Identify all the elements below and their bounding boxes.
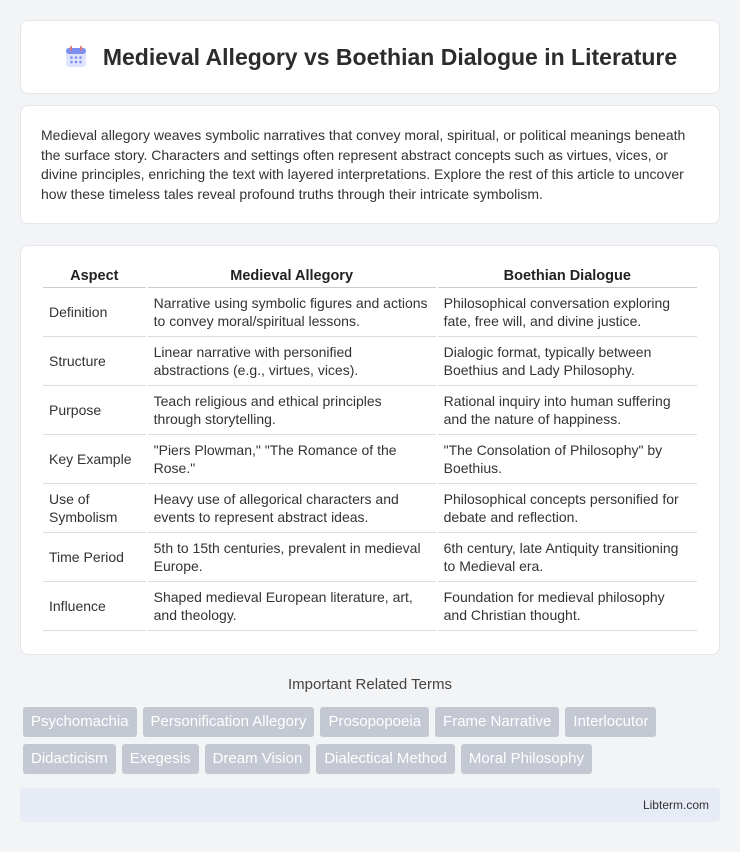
aspect-cell: Purpose (43, 386, 146, 435)
table-row (43, 435, 697, 484)
medieval-allegory-cell: 5th to 15th centuries, prevalent in medieval Europe. (148, 533, 436, 582)
boethian-dialogue-cell: Dialogic format, typically between Boethius and Lady Philosophy. (438, 337, 697, 386)
table-row (43, 533, 697, 582)
related-term-tag[interactable]: Psychomachia (23, 707, 137, 737)
related-term-tag[interactable]: Moral Philosophy (461, 744, 592, 774)
medieval-allegory-cell: Shaped medieval European literature, art, and theology. (148, 582, 436, 631)
aspect-cell: Key Example (43, 435, 146, 484)
medieval-allegory-cell: Teach religious and ethical principles through storytelling. (148, 386, 436, 435)
aspect-cell: Structure (43, 337, 146, 386)
comparison-table (41, 264, 699, 631)
boethian-dialogue-cell: Foundation for medieval philosophy and Christian thought. (438, 582, 697, 631)
comparison-table-card (20, 245, 720, 655)
related-term-tag[interactable]: Personification Allegory (143, 707, 315, 737)
footer-site: Libterm.com (642, 798, 709, 812)
related-terms-list (23, 707, 723, 774)
column-header: Boethian Dialogue (438, 264, 697, 288)
boethian-dialogue-cell: Rational inquiry into human suffering and the nature of happiness. (438, 386, 697, 435)
table-row (43, 288, 697, 337)
table-row (43, 337, 697, 386)
boethian-dialogue-cell: Philosophical conversation exploring fate, free will, and divine justice. (438, 288, 697, 337)
calendar-grid-icon (63, 44, 89, 70)
column-header: Medieval Allegory (148, 264, 436, 288)
aspect-cell: Use of Symbolism (43, 484, 146, 533)
related-term-tag[interactable]: Interlocutor (565, 707, 656, 737)
medieval-allegory-cell: Heavy use of allegorical characters and events to represent abstract ideas. (148, 484, 436, 533)
related-term-tag[interactable]: Exegesis (122, 744, 199, 774)
table-header-row (43, 264, 697, 288)
related-term-tag[interactable]: Didacticism (23, 744, 116, 774)
column-header: Aspect (43, 264, 146, 288)
related-terms-title: Important Related Terms (288, 676, 452, 693)
aspect-cell: Definition (43, 288, 146, 337)
related-term-tag[interactable]: Frame Narrative (435, 707, 559, 737)
related-term-tag[interactable]: Dream Vision (205, 744, 311, 774)
footer (20, 788, 720, 822)
aspect-cell: Influence (43, 582, 146, 631)
boethian-dialogue-cell: "The Consolation of Philosophy" by Boethius. (438, 435, 697, 484)
medieval-allegory-cell: "Piers Plowman," "The Romance of the Rose." (148, 435, 436, 484)
table-row (43, 582, 697, 631)
header-card (20, 20, 720, 94)
related-term-tag[interactable]: Dialectical Method (316, 744, 455, 774)
table-row (43, 386, 697, 435)
intro-text: Medieval allegory weaves symbolic narratives that convey moral, spiritual, or political meanings beneath the surface story. Characters and settings often represent abstract concepts such as virtues, vices, or divine principles, enriching the text with layered interpretations. Explore the rest of this article to uncover how these timeless tales reveal profound truths through their intricate symbolism. (41, 127, 686, 202)
intro-card (20, 105, 720, 224)
table-row (43, 484, 697, 533)
related-term-tag[interactable]: Prosopopoeia (320, 707, 429, 737)
medieval-allegory-cell: Narrative using symbolic figures and actions to convey moral/spiritual lessons. (148, 288, 436, 337)
page-title: Medieval Allegory vs Boethian Dialogue in Literature (102, 43, 678, 70)
aspect-cell: Time Period (43, 533, 146, 582)
boethian-dialogue-cell: Philosophical concepts personified for debate and reflection. (438, 484, 697, 533)
medieval-allegory-cell: Linear narrative with personified abstractions (e.g., virtues, vices). (148, 337, 436, 386)
boethian-dialogue-cell: 6th century, late Antiquity transitioning to Medieval era. (438, 533, 697, 582)
